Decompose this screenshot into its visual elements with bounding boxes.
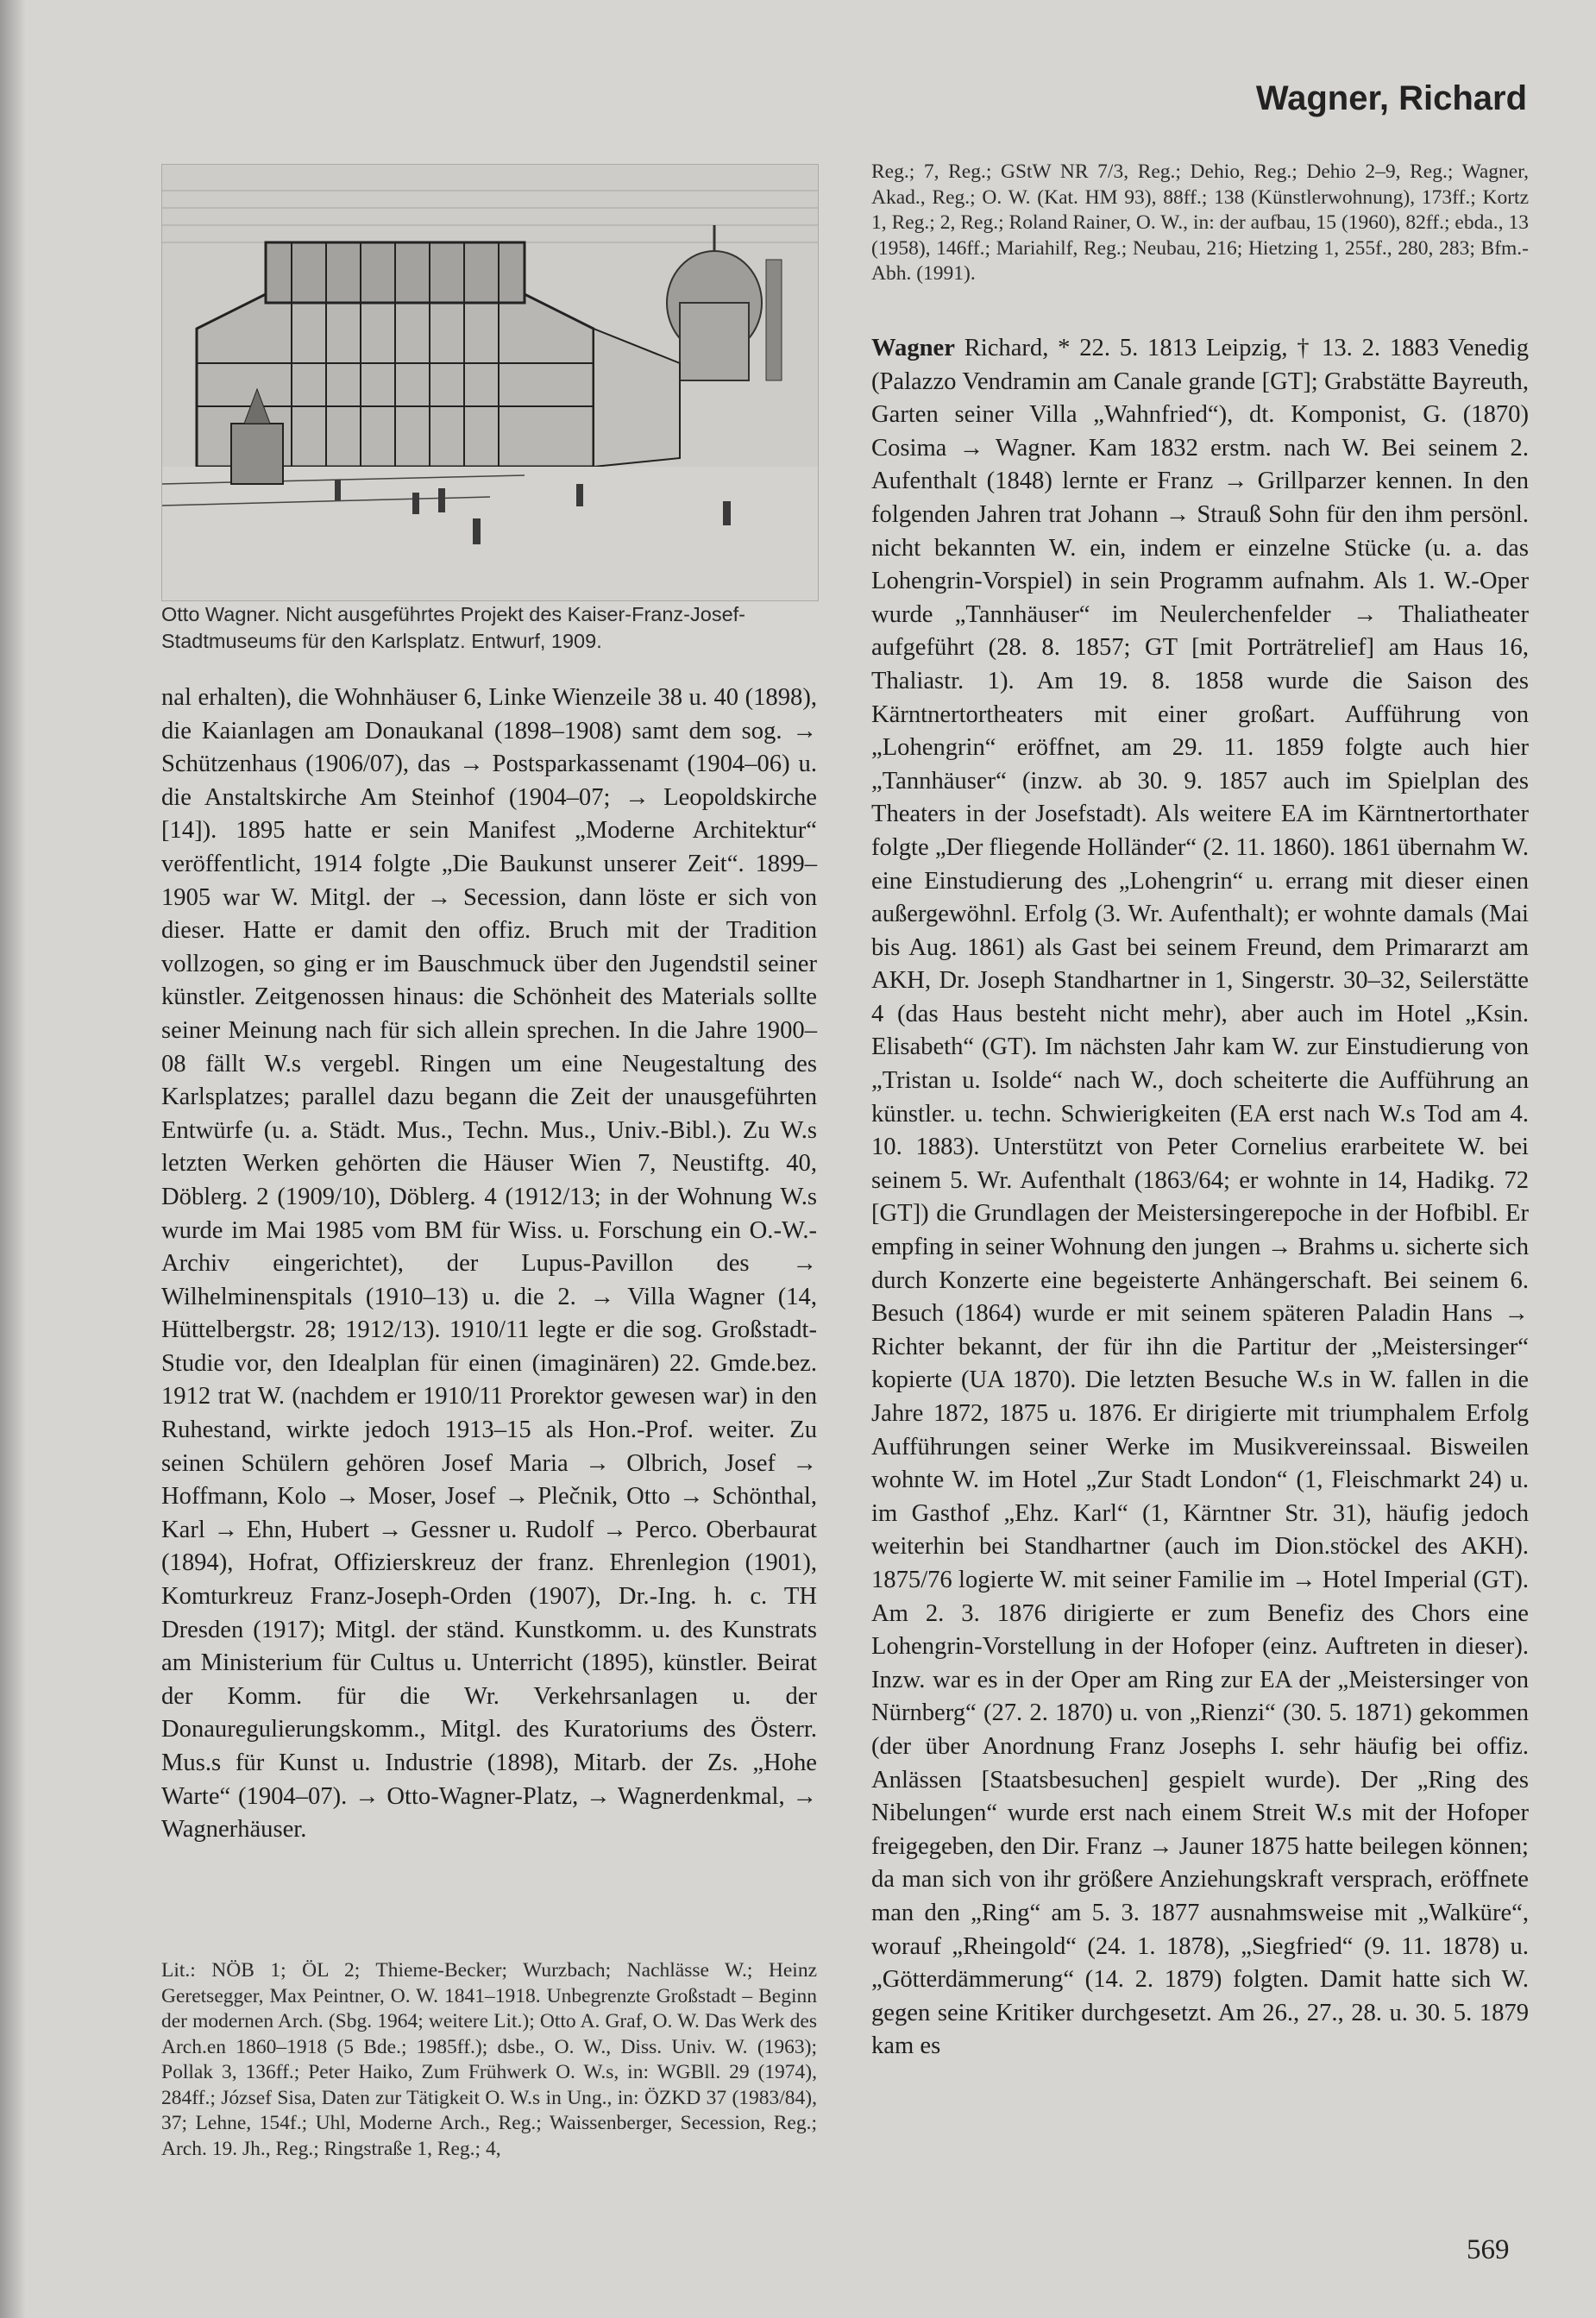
entry-headword: Wagner bbox=[871, 335, 955, 361]
page-number: 569 bbox=[1467, 2234, 1510, 2265]
page-edge-shadow bbox=[0, 0, 26, 2318]
left-body-paragraph: nal erhalten), die Wohnhäuser 6, Linke Wienzeile 38 u. 40 (1898), die Kaianlagen am Donaukanal (1898–1908) samt dem sog. → Schützenhaus (1906/07), das → Postsparkassenamt (1904–06) u. die Anstaltskirche Am Steinhof (1904–07; → Leopoldskirche [14]). 1895 hatte er sein Manifest „Moderne Architektur“ veröffentlicht, 1914 folgte „Die Baukunst unserer Zeit“. 1899–1905 war W. Mitgl. der → Secession, dann löste er sich von dieser. Hatte er damit den offiz. Bruch mit der Tradition vollzogen, so ging er im Bauschmuck über den Jugendstil seiner künstler. Zeitgenossen hinaus: die Schönheit des Materials sollte seiner Meinung nach für sich allein sprechen. In die Jahre 1900–08 fällt W.s vergebl. Ringen um eine Neugestaltung des Karlsplatzes; parallel dazu begann die Zeit der unausgeführten Entwürfe (u. a. Städt. Mus., Techn. Mus., Univ.-Bibl.). Zu W.s letzten Werken gehörten die Häuser Wien 7, Neustiftg. 40, Döblerg. 2 (1909/10), Döblerg. 4 (1912/13; in der Wohnung W.s wurde im Mai 1985 vom BM für Wiss. u. Forschung ein O.-W.-Archiv eingerichtet), der Lupus-Pavillon des → Wilhelminenspitals (1910–13) u. die 2. → Villa Wagner (14, Hüttelbergstr. 28; 1912/13). 1910/11 legte er die sog. Großstadt-Studie vor, den Idealplan für einen (imaginären) 22. Gmde.bez. 1912 trat W. (nachdem er 1910/11 Prorektor gewesen war) in den Ruhestand, wirkte jedoch 1913–15 als Hon.-Prof. weiter. Zu seinen Schülern gehören Josef Maria → Olbrich, Josef → Hoffmann, Kolo → Moser, Josef → Plečnik, Otto → Schönthal, Karl → Ehn, Hubert → Gessner u. Rudolf → Perco. Oberbaurat (1894), Hofrat, Offizierskreuz der franz. Ehrenlegion (1901), Komturkreuz Franz-Joseph-Orden (1907), Dr.-Ing. h. c. TH Dresden (1917); Mitgl. der ständ. Kunstkomm. u. des Kunstrats am Ministerium für Cultus u. Unterricht (1895), künstler. Beirat der Komm. für die Wr. Verkehrsanlagen u. der Donauregulierungskomm., Mitgl. des Kuratoriums des Österr. Mus.s für Kunst u. Industrie (1898), Mitarb. der Zs. „Hohe Warte“ (1904–07). → Otto-Wagner-Platz, → Wagnerdenkmal, → Wagnerhäuser. bbox=[161, 684, 817, 1844]
left-column-references: Lit.: NÖB 1; ÖL 2; Thieme-Becker; Wurzbach; Nachlässe W.; Heinz Geretsegger, Max Peintner, O. W. 1841–1918. Unbegrenzte Großstadt – Beginn der modernen Arch. (Sbg. 1964; weitere Lit.); Otto A. Graf, O. W. Das Werk des Arch.en 1860–1918 (5 Bde.; 1985ff.); dsbe., O. W., Diss. Univ. W. (1963); Pollak 3, 136ff.; Peter Haiko, Zum Frühwerk O. W.s, in: WGBll. 29 (1974), 284ff.; József Sisa, Daten zur Tätigkeit O. W.s in Ung., in: ÖZKD 37 (1983/84), 37; Lehne, 154f.; Uhl, Moderne Arch., Reg.; Waissenberger, Secession, Reg.; Arch. 19. Jh., Reg.; Ringstraße 1, Reg.; 4, bbox=[161, 1959, 817, 2160]
entry-body-text: Richard, * 22. 5. 1813 Leipzig, † 13. 2. 1883 Venedig (Palazzo Vendramin am Canale grande [GT]; Grabstätte Bayreuth, Garten seiner Villa „Wahnfried“), dt. Komponist, G. (1870) Cosima → Wagner. Kam 1832 erstm. nach W. Bei seinem 2. Aufenthalt (1848) lernte er Franz → Grillparzer kennen. In den folgenden Jahren trat Johann → Strauß Sohn für den ihm persönl. nicht bekannten W. ein, indem er einzelne Stücke (u. a. das Lohengrin-Vorspiel) in sein Programm aufnahm. Als 1. W.-Oper wurde „Tannhäuser“ im Neulerchenfelder → Thaliatheater aufgeführt (28. 8. 1857; GT [mit Porträtrelief] am Haus 16, Thaliastr. 1). Am 19. 8. 1858 wurde die Saison des Kärntnertortheaters mit einer großart. Aufführung von „Lohengrin“ eröffnet, am 29. 11. 1859 folgte auch hier „Tannhäuser“ (inzw. ab 30. 9. 1857 auch im Spielplan des Theaters in der Josefstadt). Als weitere EA im Kärntnertorthater folgte „Der fliegende Holländer“ (2. 11. 1860). 1861 übernahm W. eine Einstudierung des „Lohengrin“ u. errang mit dieser einen außergewöhnl. Erfolg (3. Wr. Aufenthalt); er wohnte damals (Mai bis Aug. 1861) als Gast bei seinem Freund, dem Primararzt am AKH, Dr. Joseph Standhartner in 1, Singerstr. 30–32, Seilerstätte 4 (das Haus besteht nicht mehr), aber auch im Hotel „Ksin. Elisabeth“ (GT). Im nächsten Jahr kam W. zur Einstudierung von „Tristan u. Isolde“ nach W., doch scheiterte die Aufführung an künstler. u. techn. Schwierigkeiten (EA erst nach W.s Tod am 4. 10. 1883). Unterstützt von Peter Cornelius erarbeitete W. bei seinem 5. Wr. Aufenthalt (1863/64; er wohnte in 14, Hadikg. 72 [GT]) die Grundlagen der Meistersingerepoche in der Hofbibl. Er empfing in seiner Wohnung den jungen → Brahms u. sicherte sich durch Konzerte eine begeisterte Anhängerschaft. Bei seinem 6. Besuch (1864) wurde er mit seinem späteren Paladin Hans → Richter bekannt, der für ihn die Partitur der „Meistersinger“ kopierte (UA 1870). Die letzten Besuche W.s in W. fallen in die Jahre 1872, 1875 u. 1876. Er dirigierte mit triumphalem Erfolg Aufführungen seiner Werke im Musikvereinssaal. Bisweilen wohnte W. im Hotel „Zur Stadt London“ (1, Fleischmarkt 24) u. im Gasthof „Ehz. Karl“ (1, Kärntner Str. 31), häufig jedoch weiterhin bei Standhartner (auch im Dion.stöckel des AKH). 1875/76 logierte W. mit seiner Familie im → Hotel Imperial (GT). Am 2. 3. 1876 dirigierte er zum Benefiz des Chors eine Lohengrin-Vorstellung in der Hofoper (einz. Auftreten in dieser). Inzw. war es in der Oper am Ring zur EA der „Meistersinger von Nürnberg“ (27. 2. 1870) u. von „Rienzi“ (30. 5. 1871) gekommen (der über Anordnung Franz Josephs I. sehr häufig bei offiz. Anlässen [Staatsbesuchen] gespielt wurde). Der „Ring des Nibelungen“ wurde erst nach einem Streit W.s mit der Hofoper freigegeben, den Dir. Franz → Jauner 1875 hatte beilegen können; da man sich von ihr größere Anziehungskraft versprach, eröffnete man den „Ring“ am 5. 3. 1877 ausnahmsweise mit „Walküre“, worauf „Rheingold“ (24. 1. 1878), „Siegfried“ (9. 11. 1878) u. „Götterdämmerung“ (14. 2. 1879) folgten. Damit hatte sich W. gegen seine Kritiker durchgesetzt. Am 26., 27., 28. u. 30. 5. 1879 kam es bbox=[871, 335, 1530, 2060]
figure-caption: Otto Wagner. Nicht ausgeführtes Projekt des Kaiser-Franz-Josef-Stadtmuseums für den Karlsplatz. Entwurf, 1909. bbox=[161, 603, 745, 652]
museum-sketch-illustration bbox=[162, 165, 818, 600]
right-column-references: Reg.; 7, Reg.; GStW NR 7/3, Reg.; Dehio, Reg.; Dehio 2–9, Reg.; Wagner, Akad., Reg.; O. W. (Kat. HM 93), 88ff.; 138 (Künstlerwohnung), 173ff.; Kortz 1, Reg.; 2, Reg.; Roland Rainer, O. W., in: der aufbau, 15 (1960), 82ff.; ebda., 13 (1958), 146ff.; Mariahilf, Reg.; Neubau, 216; Hietzing 1, 255f., 280, 283; Bfm.-Abh. (1991). bbox=[871, 160, 1529, 285]
architectural-drawing bbox=[161, 164, 819, 601]
running-header: Wagner, Richard bbox=[1255, 79, 1527, 117]
left-column-body bbox=[161, 682, 817, 1847]
entry-wagner-richard bbox=[871, 332, 1529, 2064]
